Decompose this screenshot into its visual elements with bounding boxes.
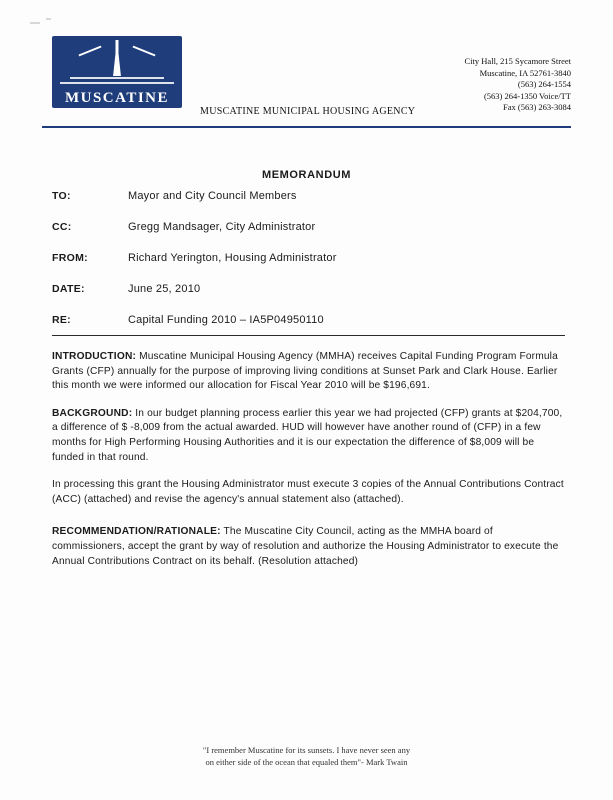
address-line: Fax (563) 263-3084 bbox=[503, 102, 571, 112]
footer-quote-line: on either side of the ocean that equaled them"- Mark Twain bbox=[205, 757, 408, 767]
paragraph-background bbox=[52, 407, 565, 465]
memo-body bbox=[52, 350, 565, 582]
header-divider bbox=[42, 126, 571, 128]
address-line: Muscatine, IA 52761-3840 bbox=[479, 67, 571, 78]
letterhead bbox=[0, 0, 613, 120]
wave-shape bbox=[60, 82, 174, 84]
field-label: CC: bbox=[52, 221, 72, 233]
fields-divider bbox=[52, 335, 565, 336]
field-label: DATE: bbox=[52, 283, 85, 295]
wave-shape bbox=[70, 77, 164, 79]
paragraph-recommendation bbox=[52, 525, 565, 569]
field-value: Gregg Mandsager, City Administrator bbox=[128, 221, 316, 233]
footer-quote bbox=[0, 744, 613, 768]
footer-quote-line: "I remember Muscatine for its sunsets. I have never seen any bbox=[202, 745, 411, 755]
logo-wordmark: MUSCATINE bbox=[52, 88, 182, 108]
memo-field-date bbox=[52, 283, 565, 314]
paragraph-text: In processing this grant the Housing Administrator must execute 3 copies of the Annual Contributions Contract (ACC) (attached) and revise the agency's annual statement also (attached). bbox=[52, 479, 564, 505]
field-label: FROM: bbox=[52, 252, 88, 264]
paragraph-heading: BACKGROUND: bbox=[52, 407, 133, 419]
paragraph-text: In our budget planning process earlier this year we had projected (CFP) grants at $204,700, a difference of $ -8,009 from the actual awarded. HUD will however have another round of (CFP) in a few months for High Performing Housing Authorities and it is our expectation the difference of $8,009 will be funded in that round. bbox=[52, 407, 563, 463]
paragraph-text: Muscatine Municipal Housing Agency (MMHA) receives Capital Funding Program Formula Grants (CFP) annually for the purpose of improving living conditions at Sunset Park and Clark House. Earlier this month we were informed our allocation for Fiscal Year 2010 will be $196,691. bbox=[52, 351, 558, 392]
field-value: Capital Funding 2010 – IA5P04950110 bbox=[128, 314, 324, 326]
lighthouse-tower-shape bbox=[110, 46, 124, 76]
agency-logo bbox=[52, 36, 182, 108]
memo-field-re bbox=[52, 314, 565, 345]
paragraph-heading: RECOMMENDATION/RATIONALE: bbox=[52, 526, 221, 538]
lighthouse-ray-right-shape bbox=[132, 46, 155, 57]
memo-field-to bbox=[52, 190, 565, 221]
memo-field-cc bbox=[52, 221, 565, 252]
lighthouse-logo-icon bbox=[52, 36, 182, 88]
memo-fields bbox=[52, 190, 565, 345]
field-value: Richard Yerington, Housing Administrator bbox=[128, 252, 337, 264]
page-title: MEMORANDUM bbox=[261, 169, 352, 181]
field-label: TO: bbox=[52, 190, 71, 202]
address-line: City Hall, 215 Sycamore Street bbox=[464, 56, 571, 66]
agency-name: MUSCATINE MUNICIPAL HOUSING AGENCY bbox=[200, 106, 416, 117]
address-line: (563) 264-1554 bbox=[517, 79, 571, 89]
field-value: June 25, 2010 bbox=[128, 283, 201, 295]
paragraph-heading: INTRODUCTION: bbox=[52, 351, 137, 362]
paragraph-introduction bbox=[52, 350, 565, 394]
field-label: RE: bbox=[52, 314, 71, 326]
address-line: (563) 264-1350 Voice/TT bbox=[483, 90, 571, 101]
memo-field-from bbox=[52, 252, 565, 283]
lighthouse-ray-left-shape bbox=[78, 46, 101, 57]
address-block bbox=[465, 56, 571, 114]
field-value: Mayor and City Council Members bbox=[128, 190, 297, 202]
paragraph-processing bbox=[52, 478, 565, 507]
paragraph-text: The Muscatine City Council, acting as the MMHA board of commissioners, accept the grant by way of resolution and authorize the Housing Administrator to execute the Annual Contributions Contract on its behalf. (Resolution attached) bbox=[52, 526, 559, 567]
